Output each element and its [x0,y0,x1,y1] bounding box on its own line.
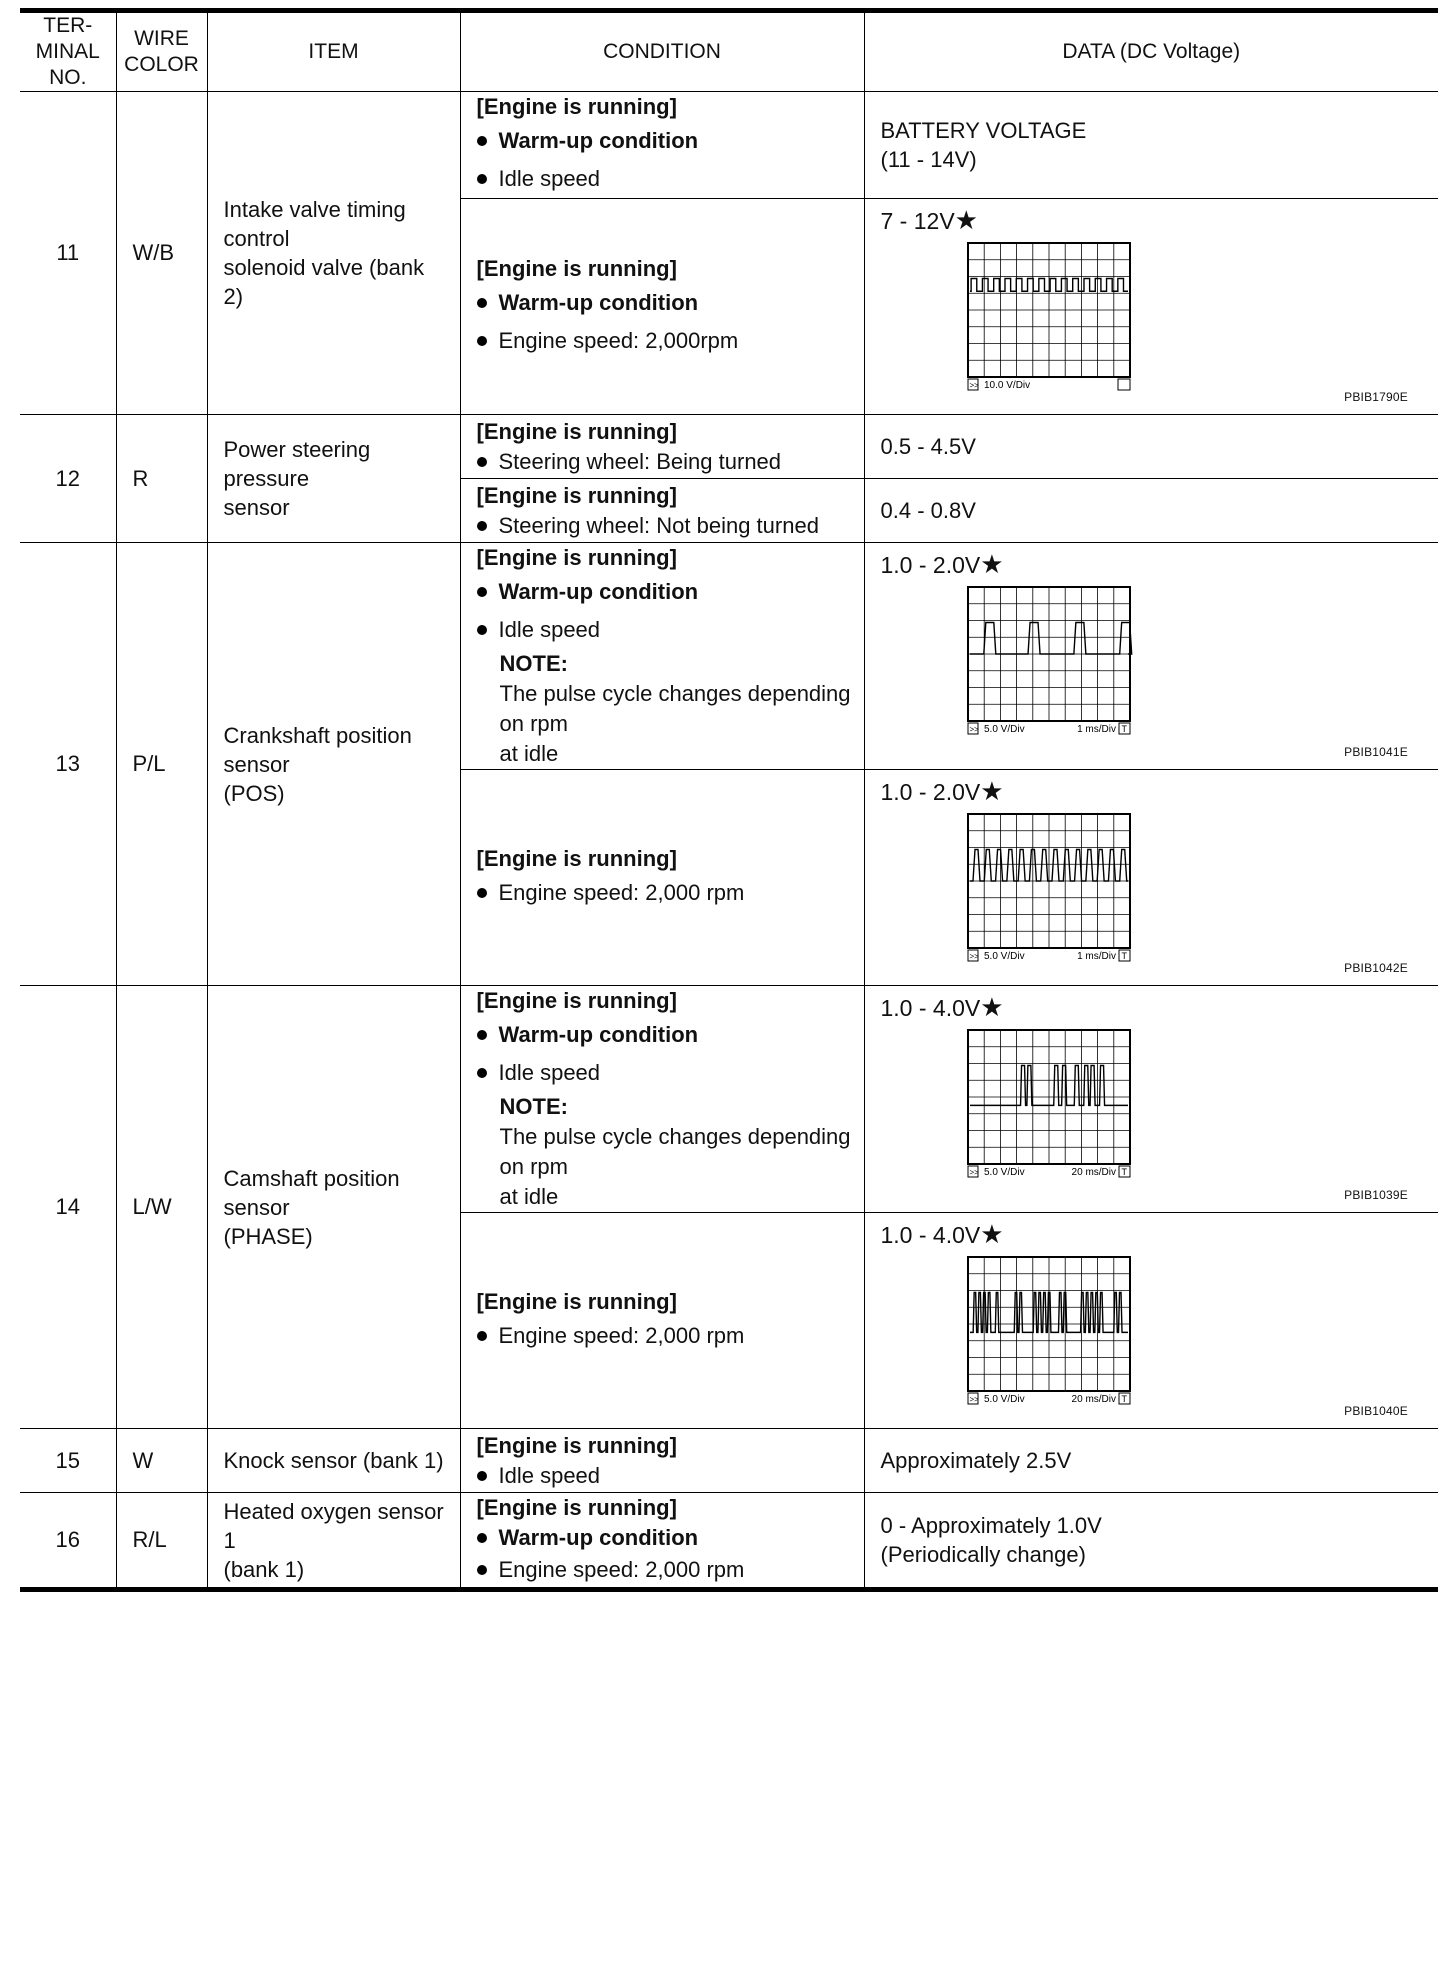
scope-trigger-icon: T [1121,724,1127,734]
star-icon: ★ [980,776,1004,806]
condition-cell [460,543,864,770]
scope-trigger-box [1118,379,1130,390]
data-value [864,543,1438,770]
data-value [864,770,1438,986]
oscilloscope-waveform [967,242,1139,394]
scope-time-label: 1 ms/Div [1076,724,1116,735]
figure-code: PBIB1041E [1344,745,1408,759]
data-value [864,1213,1438,1429]
header-data: DATA (DC Voltage) [864,11,1438,92]
table-row [20,415,1438,479]
scope-scale-label: 10.0 V/Div [983,380,1030,391]
scope-marker-icon: >> [969,952,979,961]
bullet-icon [477,888,487,898]
data-value: 0.4 - 0.8V [864,479,1438,543]
bullet-item: Warm-up condition [477,1523,854,1553]
scope-time-label: 20 ms/Div [1071,1167,1116,1178]
item-name: Camshaft position sensor (PHASE) [207,986,460,1429]
condition-heading: [Engine is running] [476,1495,677,1520]
header-wire-color: WIRE COLOR [116,11,207,92]
scope-scale-label: 5.0 V/Div [983,724,1025,735]
condition-heading: [Engine is running] [476,845,677,871]
condition-heading: [Engine is running] [476,255,677,281]
scope-scale-label: 5.0 V/Div [983,951,1025,962]
condition-heading: [Engine is running] [476,1288,677,1314]
item-name: Power steering pressure sensor [207,415,460,543]
table-row [20,543,1438,770]
bullet-icon [477,336,487,346]
oscilloscope-waveform [967,1256,1139,1408]
bullet-icon [477,1533,487,1543]
voltage-value: 1.0 - 4.0V★ [880,1219,1004,1249]
condition-cell [460,415,864,479]
scope-marker-icon: >> [969,381,979,390]
header-terminal-no: TER- MINAL NO. [20,11,116,92]
oscilloscope-waveform [967,813,1139,965]
bullet-item: Warm-up condition [477,122,854,160]
figure-code: PBIB1790E [1344,390,1408,404]
voltage-value: 7 - 12V★ [880,205,978,235]
condition-cell [460,1429,864,1493]
bullet-item: Idle speed [477,1461,854,1491]
terminal-data-table [20,8,1438,1592]
bullet-item: Engine speed: 2,000rpm [477,322,854,360]
voltage-value: 1.0 - 4.0V★ [880,992,1004,1022]
bullet-icon [477,1471,487,1481]
bullet-icon [477,136,487,146]
voltage-value: 1.0 - 2.0V★ [880,776,1004,806]
scope-trigger-icon: T [1121,1394,1127,1404]
item-name: Crankshaft position sensor (POS) [207,543,460,986]
bullet-icon [477,457,487,467]
terminal-number: 13 [20,543,116,986]
bullet-item: Engine speed: 2,000 rpm [477,1317,854,1355]
data-value: Approximately 2.5V [864,1429,1438,1493]
condition-heading: [Engine is running] [476,482,677,508]
bullet-icon [477,1068,487,1078]
condition-heading: [Engine is running] [476,1432,677,1458]
note-text: The pulse cycle changes depending on rpm at idle [499,681,851,766]
header-item: ITEM [207,11,460,92]
data-value [864,199,1438,415]
bullet-item: Steering wheel: Being turned [477,447,854,477]
oscilloscope-waveform [967,586,1139,738]
note-text: The pulse cycle changes depending on rpm at idle [499,1124,851,1209]
scope-marker-icon: >> [969,1395,979,1404]
bullet-icon [477,1565,487,1575]
scope-time-label: 20 ms/Div [1071,1394,1116,1405]
note-title: NOTE: [499,1094,568,1119]
bullet-item: Idle speed [477,1054,854,1092]
scope-time-label: 1 ms/Div [1076,951,1116,962]
condition-cell [460,199,864,415]
condition-cell [460,92,864,199]
bullet-icon [477,174,487,184]
scope-marker-icon: >> [969,725,979,734]
bullet-item: Warm-up condition [477,573,854,611]
note-block [477,649,854,769]
terminal-number: 11 [20,92,116,415]
figure-code: PBIB1039E [1344,1188,1408,1202]
wire-color: W [116,1429,207,1493]
bullet-item: Engine speed: 2,000 rpm [477,874,854,912]
condition-cell [460,770,864,986]
table-row [20,1429,1438,1493]
terminal-number: 14 [20,986,116,1429]
terminal-number: 12 [20,415,116,543]
bullet-icon [477,1030,487,1040]
scope-trigger-icon: T [1121,1167,1127,1177]
bullet-item: Idle speed [477,611,854,649]
wire-color: L/W [116,986,207,1429]
data-value: 0 - Approximately 1.0V (Periodically change) [864,1493,1438,1590]
wire-color: P/L [116,543,207,986]
header-row [20,11,1438,92]
bullet-icon [477,587,487,597]
wire-color: R/L [116,1493,207,1590]
condition-heading: [Engine is running] [476,988,677,1013]
bullet-icon [477,625,487,635]
voltage-value: 1.0 - 2.0V★ [880,549,1004,579]
wire-color: R [116,415,207,543]
star-icon: ★ [980,549,1004,579]
data-value: 0.5 - 4.5V [864,415,1438,479]
oscilloscope-waveform [967,1029,1139,1181]
bullet-item: Warm-up condition [477,1016,854,1054]
item-name: Heated oxygen sensor 1 (bank 1) [207,1493,460,1590]
star-icon: ★ [980,1219,1004,1249]
bullet-item: Engine speed: 2,000 rpm [477,1553,854,1587]
bullet-item: Steering wheel: Not being turned [477,511,854,541]
condition-heading: [Engine is running] [476,418,677,444]
star-icon: ★ [954,205,978,235]
bullet-icon [477,1331,487,1341]
condition-cell [460,479,864,543]
condition-cell [460,1213,864,1429]
condition-cell [460,1493,864,1590]
condition-cell [460,986,864,1213]
item-name: Intake valve timing control solenoid valve (bank 2) [207,92,460,415]
scope-scale-label: 5.0 V/Div [983,1167,1025,1178]
note-title: NOTE: [499,651,568,676]
item-name: Knock sensor (bank 1) [207,1429,460,1493]
data-value: BATTERY VOLTAGE (11 - 14V) [864,92,1438,199]
bullet-icon [477,298,487,308]
scope-scale-label: 5.0 V/Div [983,1394,1025,1405]
wire-color: W/B [116,92,207,415]
table-row [20,986,1438,1213]
figure-code: PBIB1040E [1344,1404,1408,1418]
data-value [864,986,1438,1213]
condition-heading: [Engine is running] [476,94,677,119]
figure-code: PBIB1042E [1344,961,1408,975]
header-condition: CONDITION [460,11,864,92]
star-icon: ★ [980,992,1004,1022]
scope-trigger-icon: T [1121,951,1127,961]
bullet-item: Warm-up condition [477,284,854,322]
scope-marker-icon: >> [969,1168,979,1177]
note-block [477,1092,854,1212]
bullet-icon [477,521,487,531]
terminal-number: 15 [20,1429,116,1493]
condition-heading: [Engine is running] [476,545,677,570]
table-row [20,1493,1438,1590]
table-row [20,92,1438,199]
bullet-item: Idle speed [477,160,854,198]
terminal-number: 16 [20,1493,116,1590]
